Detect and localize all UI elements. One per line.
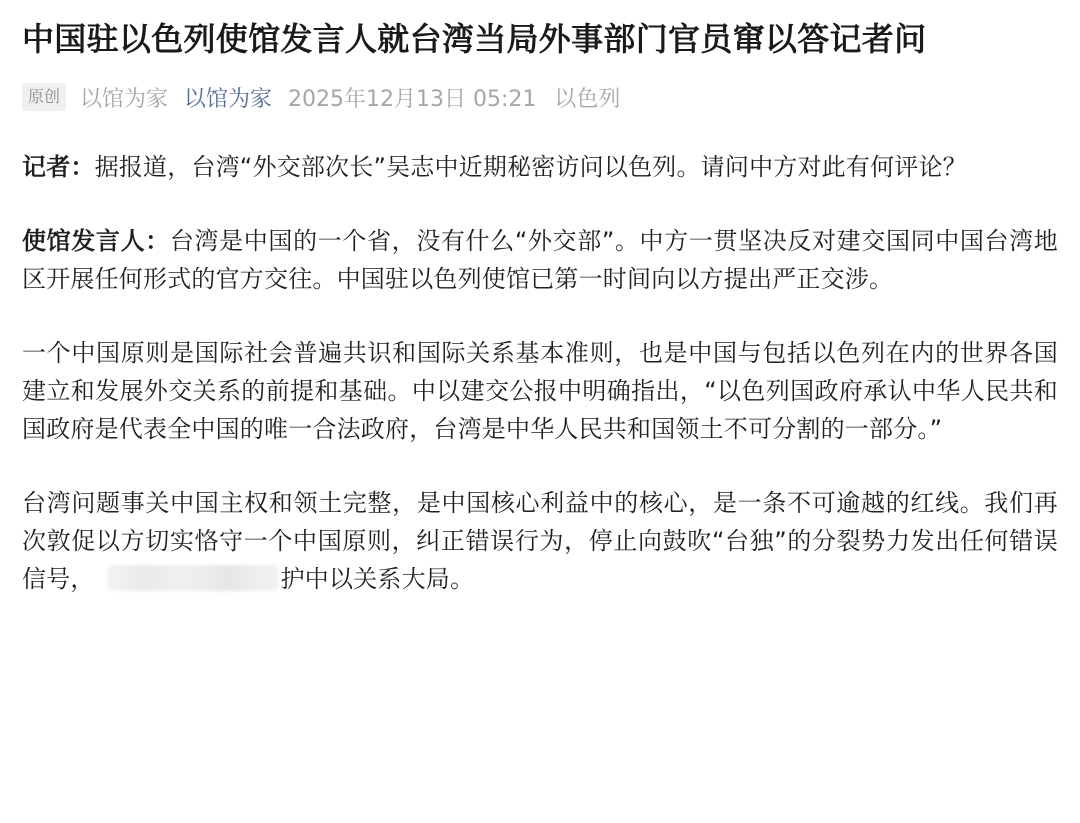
- paragraph-text: 台湾是中国的一个省，没有什么“外交部”。中方一贯坚决反对建交国同中国台湾地区开展任何形式的官方交往。中国驻以色列使馆已第一时间向以方提出严正交涉。: [22, 227, 1059, 293]
- account-link[interactable]: 以馆为家: [184, 86, 273, 112]
- article-paragraph: [22, 484, 1058, 598]
- publish-location: 以色列: [554, 86, 621, 112]
- publish-date: 2025年12月13日 05:21: [288, 86, 537, 112]
- speaker-label: 使馆发言人：: [22, 227, 170, 255]
- article-paragraph: [22, 222, 1058, 298]
- paragraph-text: 据报道，台湾“外交部次长”吴志中近期秘密访问以色列。请问中方对此有何评论？: [94, 153, 967, 181]
- article-title: 中国驻以色列使馆发言人就台湾当局外事部门官员窜以答记者问: [22, 20, 927, 58]
- original-badge: 原创: [22, 83, 66, 111]
- paragraph-text: 台湾问题事关中国主权和领土完整，是中国核心利益中的核心，是一条不可逾越的红线。我们再次敦促以方切实恪守一个中国原则，纠正错误行为，停止向鼓吹“台独”的分裂势力发出任何错误信号，: [22, 489, 1058, 593]
- article-paragraph: [22, 148, 1058, 186]
- paragraph-text: 一个中国原则是国际社会普遍共识和国际关系基本准则，也是中国与包括以色列在内的世界各国建立和发展外交关系的前提和基础。中以建交公报中明确指出，“以色列国政府承认中华人民共和国政府是代表全中国的唯一合法政府，台湾是中华人民共和国领土不可分割的一部分。”: [22, 339, 1058, 443]
- article-paragraph: [22, 334, 1058, 448]
- article-body: [22, 148, 1058, 598]
- paragraph-text-tail: 护中以关系大局。: [280, 565, 475, 593]
- speaker-label: 记者：: [22, 153, 95, 181]
- author-name: 以馆为家: [80, 86, 169, 112]
- article-meta: [22, 80, 1058, 114]
- blurred-text-overlay: [107, 565, 279, 591]
